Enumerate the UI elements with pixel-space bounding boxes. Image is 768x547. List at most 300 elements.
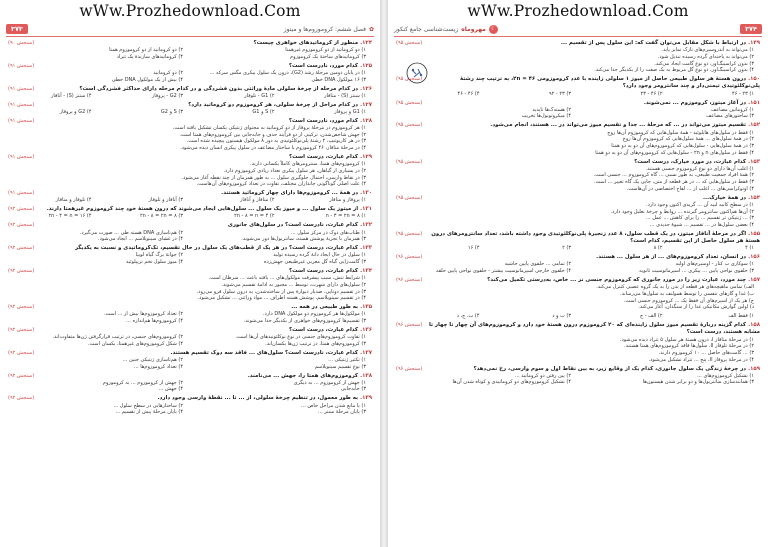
question-item bbox=[396, 322, 760, 363]
question-text bbox=[40, 304, 372, 311]
book-title: زیست‌شناسی جامع کنکور bbox=[394, 25, 459, 33]
question-body: کدام عبارت، نادرست است؟ در سلول‌های جانوری bbox=[227, 222, 359, 229]
answer-options bbox=[396, 47, 760, 74]
question-body: در کدام مراحل از چرخهٔ سلولی، هر کروموزوم دو کروماتید دارد؟ bbox=[188, 101, 359, 108]
answer-option[interactable]: ۱) فقط الف bbox=[728, 313, 754, 320]
answer-option[interactable]: ۲) S و G1 bbox=[252, 108, 275, 115]
answer-options bbox=[8, 47, 372, 60]
question-body: کدام عبارت، نادرست است؟ سلول‌های ... فاقد سه دوک تقسیم هستند. bbox=[170, 349, 359, 356]
answer-option[interactable]: ۳) در تقسیم دوتایی، ضدبار دیوارهٔ پس از ساخته‌شدن، به درون سلول فرو می‌رود. bbox=[196, 288, 366, 295]
source-tag: (سنجش ۹۲) bbox=[8, 267, 35, 274]
question-number: ۱۵۵. bbox=[748, 230, 760, 237]
answer-options bbox=[396, 373, 760, 386]
right-page bbox=[388, 0, 768, 547]
answer-option[interactable]: ۳) گامت‌زایی گیاه گل مغربی غیرطبیعی جهش‌زده bbox=[263, 259, 366, 266]
source-tag: (سنجش ۹۰) bbox=[8, 40, 35, 46]
question-body: در ارتباط با شکل مقابل می‌توان گفت که: این سلول پس از تقسیم ... bbox=[560, 40, 747, 46]
question-text bbox=[40, 118, 372, 125]
question-item bbox=[8, 395, 372, 416]
page-number: ۳۷۴ bbox=[740, 24, 762, 34]
question-text bbox=[428, 76, 760, 90]
answer-option[interactable]: ۲) در مرحلهٔ تلوفاز II، سلول‌ها فاقد کروموزوم‌های همتا هستند. bbox=[624, 343, 754, 350]
answer-option[interactable]: ۴) کروماتیدهای سازندهٔ یک تتراد bbox=[116, 53, 183, 60]
answer-option[interactable]: ۴) پایان مرحلهٔ پیش از تقسیم ... bbox=[115, 409, 183, 416]
question-text bbox=[428, 322, 760, 336]
answer-option[interactable]: ۲) آن‌ها هم‌اکنون سانترومر گیرنده ... روابط و چرخهٔ تعلیل وجود دارد. bbox=[610, 208, 754, 215]
question-text bbox=[428, 195, 760, 202]
question-number: ۱۳۵. bbox=[360, 304, 372, 311]
source-tag: (سنجش ۹۵) bbox=[396, 99, 423, 106]
answer-option[interactable]: ۳) در هر کاریوتیپ، ۲ رشتهٔ پلی‌نوکلئوتیدی به دور ۸ مولکول هیستون پیچیده شده است. bbox=[186, 138, 366, 145]
brand-logo-icon: ☾ bbox=[489, 25, 498, 34]
question-item bbox=[396, 159, 760, 193]
answer-option[interactable]: ۴) ب، ج، د bbox=[456, 313, 480, 320]
question-stem bbox=[396, 254, 760, 261]
question-number: ۱۳۶. bbox=[360, 326, 372, 333]
answer-option[interactable]: ۳) فقط در سلول‌هایی که ... در هر قطعه از متن، جایی یک گاه تغییر ... است. bbox=[593, 179, 754, 186]
question-number: ۱۵۶. bbox=[748, 254, 760, 261]
answer-option[interactable]: ۲) ۴۶ - ۲۳ bbox=[640, 90, 663, 97]
answer-option[interactable]: ۱) طناب‌های دوک در مرکز سلول ... bbox=[290, 229, 366, 236]
source-tag: (سنجش ۹۲) bbox=[8, 222, 35, 229]
answer-option[interactable]: ۳) کروماتیدهای ساختهٔ یک کروموزوم bbox=[290, 53, 366, 60]
question-text bbox=[40, 40, 372, 47]
source-tag: (سنجش ۹۲) bbox=[8, 395, 35, 402]
answer-option[interactable]: ۳) حلقوی نواحی پایین ... پیکری ... اسپرماتوسیت ثانویه bbox=[639, 268, 754, 275]
question-item bbox=[8, 154, 372, 188]
answer-option[interactable]: ۱) ۸ = n - ۳ = ۲n bbox=[325, 213, 366, 220]
answer-option[interactable]: ۴) در غشای سیتوپلاسم ... ایجاد می‌شود. bbox=[98, 236, 183, 243]
answer-option[interactable]: ۴) بعضی سلول‌ها در ... تقسیم ... شیوهٔ جدیدی ... bbox=[649, 222, 754, 229]
question-stem bbox=[8, 40, 372, 47]
answer-option[interactable]: ۴) کروموزوم‌ها هم‌اندازه ... bbox=[126, 318, 183, 325]
answer-option[interactable]: ۴) در تقسیم سیتوپلاسم، پوشش هسته اطراف ... مواد وراثتی ... تشکیل می‌شود. bbox=[197, 295, 366, 302]
answer-option[interactable]: ۲) در همهٔ سلول‌های ... همهٔ سلول‌هایی که کروموزوم آن‌ها زوج bbox=[622, 136, 754, 143]
question-text bbox=[428, 366, 760, 373]
answer-option[interactable]: ۴) حلقوی خارجی اسپرماتوسیت بیشتر - حلقوی نواحی پایین حلقه bbox=[435, 268, 571, 275]
answer-option[interactable]: ۱) کروموزوم‌های همتا، سنترومرهای کاملاً یکسانی دارند. bbox=[250, 161, 366, 168]
question-number: ۱۲۹. bbox=[360, 153, 372, 160]
answer-option[interactable]: ۲) هسته‌ک‌ها ناپدید bbox=[532, 106, 571, 113]
question-number: ۱۵۳. bbox=[748, 158, 760, 165]
question-stem bbox=[8, 190, 372, 197]
answer-options bbox=[396, 202, 760, 229]
question-body: در چرخهٔ زندگی یک سلول جانوری، کدام یک از وقایع زیر، به بین نقاط اول و سوم وارسی، رخ نمی‌دهد؟ bbox=[473, 365, 747, 372]
answer-options bbox=[396, 261, 760, 274]
answer-option[interactable]: ۳) همانندسازی سانتریول‌ها و دو برابر شدن هیستون‌ها bbox=[642, 379, 754, 386]
answer-options bbox=[396, 107, 760, 120]
question-number: ۱۳۷. bbox=[360, 349, 372, 356]
answer-option[interactable]: ۲) G1 - تلوفاز bbox=[244, 92, 275, 99]
answer-option[interactable]: ۴) تشکیل کروموزوم‌های دو کروماتیدی و کوتاه شدن آن‌ها bbox=[452, 379, 571, 386]
source-tag: (سنجش ۹۶) bbox=[396, 322, 423, 329]
question-item bbox=[8, 63, 372, 84]
question-item bbox=[8, 304, 372, 325]
answer-option[interactable]: ۲) همهٔ افراد جمعیت طبیعی، به طور نسبی ... گاه کروموزوم ... جنسی است. bbox=[593, 172, 754, 179]
answer-option[interactable]: ۳) ۸ = ۲n - ۸ = ۲n bbox=[139, 213, 183, 220]
answer-option[interactable]: الف) تمامی ماهیچه‌های هر قطعه از بدن را به یک گروه عصبی کنترل می‌کند. bbox=[596, 284, 754, 291]
answer-option[interactable]: ۳) ساختورهای مضاعف bbox=[706, 113, 754, 120]
question-number: ۱۲۶. bbox=[360, 85, 372, 92]
answer-option[interactable]: ۳) پایان مرحلهٔ سنتز ... bbox=[317, 409, 366, 416]
answer-option[interactable]: ۲) کروموزوم‌های جنسی، در ترتیب قرارگرفتن ژن‌ها متفاوت‌اند. bbox=[52, 334, 183, 341]
question-text bbox=[40, 190, 372, 197]
answer-option[interactable]: ۳) S و G2 bbox=[160, 108, 183, 115]
question-stem bbox=[8, 350, 372, 357]
question-item bbox=[8, 268, 372, 302]
brand bbox=[394, 25, 498, 34]
answer-option[interactable]: ۴) ۴۶ - ۴۶ bbox=[457, 90, 480, 97]
answer-option[interactable]: ۱) سوکاری ب کنار - اوسپرم‌های اولیه bbox=[675, 261, 754, 268]
question-item bbox=[396, 40, 760, 74]
answer-option[interactable]: ۱) کروماتین مضاعف bbox=[711, 106, 754, 113]
answer-option[interactable]: ۳) ۲۳ - ۹۲ bbox=[549, 90, 571, 97]
answer-option[interactable]: ۳) تقسیم‌ها کروموزوم‌های خواهری از یکدیگر جدا می‌شوند. bbox=[243, 318, 366, 325]
question-item bbox=[8, 373, 372, 394]
answer-options bbox=[396, 130, 760, 157]
question-stem bbox=[8, 222, 372, 229]
question-body: کدام عبارت، در مورد خیارک، درست است؟ bbox=[634, 158, 747, 165]
source-tag: (سنجش ۹۲) bbox=[8, 245, 35, 252]
page-number: ۳۷۳ bbox=[6, 24, 28, 34]
question-item bbox=[8, 190, 372, 204]
question-body: کدام عبارت، درست است؟ bbox=[289, 326, 359, 333]
question-number: ۱۲۵. bbox=[360, 62, 372, 69]
question-body: کروموزوم‌های همتا را، جهش ... می‌نامند. bbox=[247, 372, 359, 379]
answer-option[interactable]: ۲) سلول‌های دارای شهرت، توسط ... مجبور به ادامهٔ تقسیم می‌شوند. bbox=[221, 281, 366, 288]
question-body: تقسیم میتوز می‌تواند در ... که مرحلهٔ ... جدا و تقسیم میوز می‌تواند در ... هستند، انجام می‌شود. bbox=[490, 122, 747, 129]
answer-options bbox=[8, 109, 372, 116]
answer-options bbox=[8, 213, 372, 220]
answer-option[interactable]: ۲) هم‌تاسازی ژنتیکی جنین ... bbox=[122, 356, 183, 363]
answer-options bbox=[396, 313, 760, 320]
question-stem bbox=[8, 86, 372, 93]
answer-option[interactable]: ۱) با مانع شدن مراحل خاص ... bbox=[301, 402, 366, 409]
answer-option[interactable]: ۳) ب و د bbox=[552, 313, 571, 320]
answer-option[interactable]: ۴) جهش ... bbox=[158, 386, 183, 393]
source-tag: (سنجش ۹۵) bbox=[396, 230, 423, 237]
question-number: ۱۵۲. bbox=[748, 122, 760, 129]
question-text bbox=[40, 206, 372, 213]
question-body: کدام مورد، نادرست است؟ bbox=[288, 62, 359, 69]
answer-option[interactable]: ۲) تعداد کروموزوم‌ها بیش از ... است. bbox=[103, 311, 183, 318]
answer-option[interactable]: ب) غذا و گازهای تنفسی را توسط همولنف به سلول‌ها می‌رساند. bbox=[620, 290, 754, 297]
question-item bbox=[396, 313, 760, 320]
answer-option[interactable]: ۲) در بسیاری از گیاهان، هر سلول پیکری تعداد زیادی کروموزوم دارد. bbox=[223, 167, 366, 174]
answer-option[interactable]: ۴) علت اصلی گوناگونی جانداران مختلف، تفاوت در تعداد کروموزوم‌های آن‌هاست. bbox=[196, 181, 366, 188]
answer-option[interactable]: ۱) تکثیر ژنتیکی ... bbox=[328, 356, 366, 363]
question-item bbox=[396, 122, 760, 156]
answer-option[interactable]: ۲) الف - ج bbox=[639, 313, 663, 320]
question-number: ۱۵۱. bbox=[748, 99, 760, 106]
question-stem bbox=[8, 395, 372, 402]
source-tag: (سنجش ۹۵) bbox=[396, 40, 423, 46]
answer-option[interactable]: ۱) در مرحلهٔ متافاز I، درون هستهٔ هر سلول ۵ تتراد دیده می‌شود. bbox=[619, 336, 754, 343]
answer-options bbox=[396, 91, 760, 98]
question-number: ۱۳۲. bbox=[360, 222, 372, 229]
answer-option[interactable]: ۱) تشکیل کروموزوم‌های ... bbox=[697, 372, 754, 379]
left-page-header bbox=[6, 22, 374, 37]
question-item bbox=[8, 118, 372, 152]
brand-name: مهروماه bbox=[461, 25, 486, 33]
answer-option[interactable]: ۳) همزمان با تجزیهٔ پوشش هسته، سانتریول‌ها دور می‌شوند. bbox=[241, 236, 366, 243]
source-tag: (سنجش ۹۶) bbox=[396, 254, 423, 261]
watermark: wWw.Prozhedownload.Com bbox=[467, 2, 689, 20]
answer-option[interactable]: ۳) جابه‌جایی bbox=[340, 386, 366, 393]
answer-option[interactable]: ۴) ۱۶ = ۲n - ۴ = n bbox=[48, 213, 92, 220]
question-text bbox=[428, 100, 760, 107]
question-number: ۱۳۳. bbox=[360, 245, 372, 252]
question-stem bbox=[8, 304, 372, 311]
source-tag: (سنجش ۹۵) bbox=[396, 194, 423, 201]
answer-option[interactable]: ۳) کروموزوم‌های همتا، در ترتیب ژن‌ها یکسان‌اند. bbox=[265, 340, 366, 347]
source-tag: (سنجش ۹۲) bbox=[8, 326, 35, 333]
question-stem bbox=[8, 102, 372, 109]
question-item bbox=[396, 254, 760, 275]
question-stem bbox=[396, 159, 760, 166]
answer-option[interactable]: ۴) شکل کروموزوم‌های غیرهمتا، یکسان است. bbox=[87, 340, 183, 347]
question-item bbox=[8, 245, 372, 266]
source-tag: (سنجش ۹۱) bbox=[8, 101, 35, 108]
question-text bbox=[428, 122, 760, 129]
source-tag: (سنجش ۹۱) bbox=[8, 153, 35, 160]
question-number: ۱۴۹. bbox=[748, 40, 760, 46]
question-stem bbox=[8, 206, 372, 213]
answer-option[interactable]: ۱) دو کروماتید از دو کروموزوم غیرهمتا bbox=[285, 47, 366, 54]
left-page bbox=[0, 0, 380, 547]
question-number: ۱۵۸. bbox=[748, 322, 760, 329]
question-number: ۱۵۰. bbox=[748, 76, 760, 83]
question-item bbox=[396, 195, 760, 229]
answer-option[interactable]: ۴) میوز سلول تخم تریپلوئید bbox=[125, 259, 183, 266]
answer-option[interactable]: ۳) ۲ bbox=[562, 245, 571, 252]
answer-option[interactable]: ۱) فقط در سلول‌های هاپلوئید - همهٔ سلول‌هایی که کروموزوم آن‌ها زوج bbox=[607, 129, 754, 136]
answer-options bbox=[8, 161, 372, 188]
answer-option[interactable]: ۱) می‌تواند به آندروسپرم‌های نازک تمایز یابد. bbox=[661, 47, 754, 54]
question-number: ۱۳۹. bbox=[360, 395, 372, 402]
answer-options bbox=[8, 230, 372, 243]
question-number: ۱۳۰. bbox=[360, 190, 372, 197]
answer-options bbox=[396, 284, 760, 311]
answer-option[interactable]: ۱) ۲۳ - ۴۶ bbox=[732, 90, 754, 97]
question-number: ۱۵۴. bbox=[748, 194, 760, 201]
question-text bbox=[40, 102, 372, 109]
source-tag: (سنجش ۹۵) bbox=[396, 158, 423, 165]
answer-option[interactable]: ۳) ۱۶ مولکول DNA خطی bbox=[311, 76, 366, 83]
answer-option[interactable]: ۳) نوع تقسیم سیتوپلاسم bbox=[314, 363, 366, 370]
answer-options bbox=[8, 357, 372, 370]
question-stem bbox=[396, 100, 760, 107]
answer-options bbox=[8, 252, 372, 265]
source-tag: (سنجش ۹۵) bbox=[396, 122, 423, 129]
source-tag: (سنجش ۹۱) bbox=[8, 85, 35, 92]
question-number: ۱۳۱. bbox=[360, 206, 372, 213]
answer-option[interactable]: ۲) متافاز و آنافاز bbox=[240, 197, 275, 204]
answer-option[interactable]: ۱) مولکول‌ها هر کروموزوم دو مولکول DNA دارد. bbox=[262, 311, 366, 318]
question-number: ۱۲۴. bbox=[360, 40, 372, 46]
source-tag: (سنجش ۹۲) bbox=[8, 349, 35, 356]
source-tag: (سنجش ۹۱) bbox=[8, 117, 35, 124]
answer-option[interactable]: ۳) بدون کراسینگ‌اور، دو نوع گامت ایجاد می‌کند. bbox=[654, 60, 754, 67]
answer-option[interactable]: ۱) ۴ bbox=[745, 245, 754, 252]
answer-option[interactable]: ۴) سنتز (S) - آنافاز bbox=[51, 92, 92, 99]
question-text bbox=[428, 231, 760, 245]
answer-option[interactable]: ۲) ۸ bbox=[653, 245, 663, 252]
question-number: ۱۵۷. bbox=[748, 277, 760, 283]
answer-option[interactable]: ۴) اوتوکراسی‌های ... اغلب از ... لقاح اختصاصی در آن‌هاست. bbox=[626, 185, 754, 192]
question-number: ۱۳۴. bbox=[360, 267, 372, 274]
question-body: کدام عبارت، درست است؟ bbox=[289, 153, 359, 160]
answer-option[interactable]: ۳) ... ژنتیکی تر تقسیم ... را برای کاهش ... عمل ... bbox=[645, 215, 754, 222]
question-text bbox=[40, 395, 372, 402]
answer-options bbox=[396, 337, 760, 364]
question-number: ۱۲۸. bbox=[360, 117, 372, 124]
question-body: کدام عبارت، درست است؟ bbox=[289, 267, 359, 274]
answer-options bbox=[8, 380, 372, 393]
answer-option[interactable]: ۱) سلول در حال ایجاد دانهٔ گرده رسیده تولید bbox=[273, 252, 366, 259]
source-tag: (سنجش ۹۲) bbox=[8, 206, 35, 213]
question-item bbox=[8, 102, 372, 116]
answer-options bbox=[8, 403, 372, 416]
chapter-icon: ✿ bbox=[368, 25, 374, 33]
question-stem bbox=[396, 195, 760, 202]
answer-option[interactable]: ۳) ... گامت‌های حاصل ... ۱۰ کروموزوم دارند. bbox=[658, 349, 754, 356]
answer-options bbox=[8, 93, 372, 100]
question-body: منظور از کروماتیدهای خواهری چیست؟ bbox=[253, 40, 359, 46]
answer-option[interactable]: ۱) اغلب آن‌ها دارای دو نوع کروموزوم جنسی هستند. bbox=[645, 165, 754, 172]
question-body: کدام عبارت، درست است؟ در هر یک از قطب‌های یک سلول در حال تقسیم، تک‌کروماتیدی و نسبت به یکدیگر bbox=[74, 245, 359, 252]
question-body: به طور طبیعی در همه ... bbox=[291, 304, 359, 311]
answer-option[interactable]: ۱) تفاوت کروموزوم‌های جنسی در نوع نوکلئوتیدهای آن‌ها است. bbox=[235, 334, 366, 341]
question-body: چند مورد، عبارت زیر را در مورد جانوری که کروموزوم جنسی نر ... خاص، به‌درستی تکمیل می‌کند؟ bbox=[487, 277, 747, 283]
source-tag: (سنجش ۹۱) bbox=[8, 62, 35, 69]
question-body: کدام مورد، نادرست است؟ bbox=[288, 117, 359, 124]
answer-option[interactable]: د) اولین گوارش مکانیکی غذا را از سنگدان، آغاز می‌کند. bbox=[638, 304, 754, 311]
answer-option[interactable]: ۴) تعداد کروموزوم‌ها ... bbox=[133, 363, 183, 370]
question-stem bbox=[8, 118, 372, 125]
question-text bbox=[40, 86, 372, 93]
question-item bbox=[8, 222, 372, 243]
answer-option[interactable]: ۲) هم‌تاسازی DNA هسته طی ... صورت می‌گیرد. bbox=[79, 229, 183, 236]
question-item bbox=[396, 100, 760, 121]
question-text bbox=[40, 350, 372, 357]
answer-option[interactable]: ۴) بیش از یک مولکول DNA خطی bbox=[111, 76, 183, 83]
answer-option[interactable]: ۲) دو کروماتید از دو کروموزوم همتا bbox=[109, 47, 183, 54]
answer-option[interactable]: ۱) جهش از کروموزوم ... به دیگری bbox=[293, 379, 366, 386]
answer-option[interactable]: ۴) ۱۶ bbox=[467, 245, 480, 252]
answer-option[interactable]: ۲) ساختارهایی در سطح سلول ... bbox=[113, 402, 183, 409]
answer-option[interactable]: ۲) ۴ = ۲n - ۸ = n bbox=[234, 213, 275, 220]
question-text bbox=[428, 254, 760, 261]
answer-option[interactable]: ۴) فقط در سلول‌های n و ۲n - سلول‌هایی که کروموزوم‌های آن دو به دو همتا bbox=[595, 149, 754, 156]
question-item bbox=[396, 366, 760, 387]
source-tag: (سنجش ۹۶) bbox=[396, 365, 423, 372]
answer-option[interactable]: ج) هر یک از اسپرم‌های آن فقط یک ... کروموزوم جنسی است. bbox=[623, 297, 754, 304]
answer-options bbox=[396, 166, 760, 193]
answer-option[interactable]: ۱) هر کروموزوم در مرحلهٔ پروفاز از دو کروماتید به محتوای ژنتیکی یکسان تشکیل یافته است. bbox=[172, 124, 366, 131]
question-stem bbox=[8, 63, 372, 70]
question-stem bbox=[396, 76, 760, 90]
answer-option[interactable]: ۴) G2 و پروفاز bbox=[59, 108, 92, 115]
answer-option[interactable]: ۳) در نقاط وارسی، احتمال جلوگیری سلول ... به طور همزمان از چند نقطه آغاز می‌شود. bbox=[181, 174, 366, 181]
question-stem bbox=[396, 322, 760, 336]
answer-options bbox=[8, 275, 372, 302]
chapter-title: ✿فصل ششم: کروموزوم‌ها و میتوز bbox=[283, 25, 374, 33]
answer-option[interactable]: ۲) تمامی ... حلقوی پایین حاشیه bbox=[504, 261, 571, 268]
answer-option[interactable]: ۲) جوانهٔ برگ گیاه لوبیا bbox=[135, 252, 183, 259]
question-item bbox=[8, 327, 372, 348]
question-body: در انسان، تعداد کروموزوم‌های ... از هر سلول ... هستند. bbox=[596, 254, 747, 261]
question-number: ۱۳۸. bbox=[360, 372, 372, 379]
question-body: در کدام مرحله از چرخهٔ سلولی مادهٔ وراثتی بدون فشردگی و در کدام مرحله دارای حداکثر فشردگی است؟ bbox=[79, 85, 359, 92]
question-item bbox=[8, 350, 372, 371]
question-body: درون هستهٔ هر سلول طبیعی حاصل از میوز ۱ سلولی زاینده با عدد کروموزومی ۴۶ = ۲n، به ترتیب چند رشتهٔ پلی‌نوکلئوتیدی تیمنی‌دار و چند سانترومر وجود دارد؟ bbox=[459, 76, 760, 90]
question-text bbox=[428, 159, 760, 166]
answer-option[interactable]: ۴) در مرحلهٔ متافاز، ۴۶ کروموزوم با ساختار مضاعف در سلول پیکری انسان دیده می‌شود. bbox=[180, 145, 366, 152]
answer-option[interactable]: ۲) جهش شاخص‌شدن، ترکیبی از دو فرآیند حذف و جابه‌جایی بین کروموزوم‌های همتا است. bbox=[179, 131, 366, 138]
question-body: اگر در مرحلهٔ آنافاز میتوز، در یک قطب سلول، ۸ عدد زنجیرهٔ پلی‌نوکلئوتیدی وجود داشته باشد، تعداد سانترومرهای درون هستهٔ هر سلول حاصل از این تقسیم، کدام است؟ bbox=[431, 230, 760, 245]
question-item bbox=[396, 277, 760, 311]
answer-options bbox=[8, 334, 372, 347]
answer-options bbox=[8, 311, 372, 324]
answer-option[interactable]: ۴) میکروتوبول‌ها تخریب bbox=[521, 113, 571, 120]
answer-option[interactable]: ۳) در همهٔ سلول‌هایی - سلول‌هایی که کروموزوم‌های آن دو به دو همتا bbox=[611, 142, 754, 149]
question-text bbox=[40, 222, 372, 229]
answer-option[interactable]: ۱) پروفاز و متافاز bbox=[329, 197, 366, 204]
answer-option[interactable]: ۴) بدون کراسینگ‌اور، دو نوع گل مربوط به یک صفت را از یکدیگر جدا می‌کند. bbox=[594, 67, 754, 74]
answer-option[interactable]: ۴) تلوفاز و متافاز bbox=[55, 197, 92, 204]
question-stem bbox=[396, 122, 760, 129]
answer-option[interactable]: ۱) شرایط تنش، سبب پیشرفت مولکول‌های ... یافته باعث ... سرطان است. bbox=[208, 275, 366, 282]
source-tag: (سنجش ۹۲) bbox=[8, 304, 35, 311]
book-gutter bbox=[380, 0, 388, 547]
answer-option[interactable]: ۱) سنتز (S) - متافاز bbox=[324, 92, 366, 99]
question-stem bbox=[396, 231, 760, 245]
right-question-list bbox=[388, 37, 768, 386]
question-body: در آغاز میتوز، کروموزوم ... نمی‌شوند. bbox=[643, 99, 747, 106]
question-item bbox=[8, 40, 372, 61]
answer-option[interactable]: ۲) دو کروماتید bbox=[153, 70, 183, 76]
question-number: ۱۲۷. bbox=[360, 101, 372, 108]
answer-options bbox=[8, 125, 372, 152]
question-text bbox=[40, 268, 372, 275]
answer-option[interactable]: ۲) بین رفتن دو کروماتید ... bbox=[514, 372, 571, 379]
answer-option[interactable]: ۱) در سطح کانیه لبیه آن ... گریدی اکنون وجود دارد. bbox=[646, 201, 754, 208]
answer-option[interactable]: ۳) G2 - پروفاز bbox=[151, 92, 183, 99]
source-tag: (سنجش ۹۲) bbox=[8, 372, 35, 379]
question-text bbox=[40, 373, 372, 380]
answer-option[interactable]: ۱) در پایان دومین مرحلهٔ رشد (G2)، درون یک سلول پیکری مگس سرکه ... bbox=[209, 70, 366, 76]
answer-option[interactable]: ۲) می‌تواند به یاخته‌ای گرده رسیده تبدیل شود. bbox=[657, 53, 754, 60]
left-question-list bbox=[0, 37, 380, 416]
answer-option[interactable]: ۴) در مرحلهٔ پروفاز II، پنج ... تتراد تشکیل می‌شود. bbox=[648, 356, 754, 363]
flask-icon bbox=[406, 62, 428, 84]
answer-options bbox=[8, 70, 372, 83]
answer-option[interactable]: ۱) G1 و پروفاز bbox=[334, 108, 366, 115]
question-text bbox=[40, 63, 372, 70]
question-item bbox=[396, 76, 760, 97]
question-body: در همهٔ خیارک... bbox=[702, 194, 747, 201]
question-body: از میتوز یک سلول ... و میوز یک سلول ... سلول‌هایی ایجاد می‌شوند که درون هستهٔ خود چند کروموزوم غیرهمتا دارند. bbox=[46, 206, 359, 213]
source-tag: (سنجش ۹۱) bbox=[8, 190, 35, 197]
question-stem bbox=[396, 366, 760, 373]
question-body: به طور معمول، در تنظیم چرخهٔ سلولی، از ... تا ... نقطهٔ وارسی وجود دارد. bbox=[157, 395, 359, 402]
answer-option[interactable]: ۲) جهش از کروموزوم ... به کروموزوم bbox=[102, 379, 183, 386]
question-number: ۱۵۹. bbox=[748, 365, 760, 372]
answer-option[interactable]: ۳) آنافاز و تلوفاز bbox=[148, 197, 183, 204]
question-body: کدام گزینه دربارهٔ تقسیم میوز سلول زاینده‌ای که ۲۰ کروموزوم درون هستهٔ خود دارد و کروموزوم‌های آن چهار تا چهار تا مشابه هستند، درست است؟ bbox=[428, 322, 760, 336]
source-tag: (سنجش ۹۶) bbox=[396, 277, 423, 283]
